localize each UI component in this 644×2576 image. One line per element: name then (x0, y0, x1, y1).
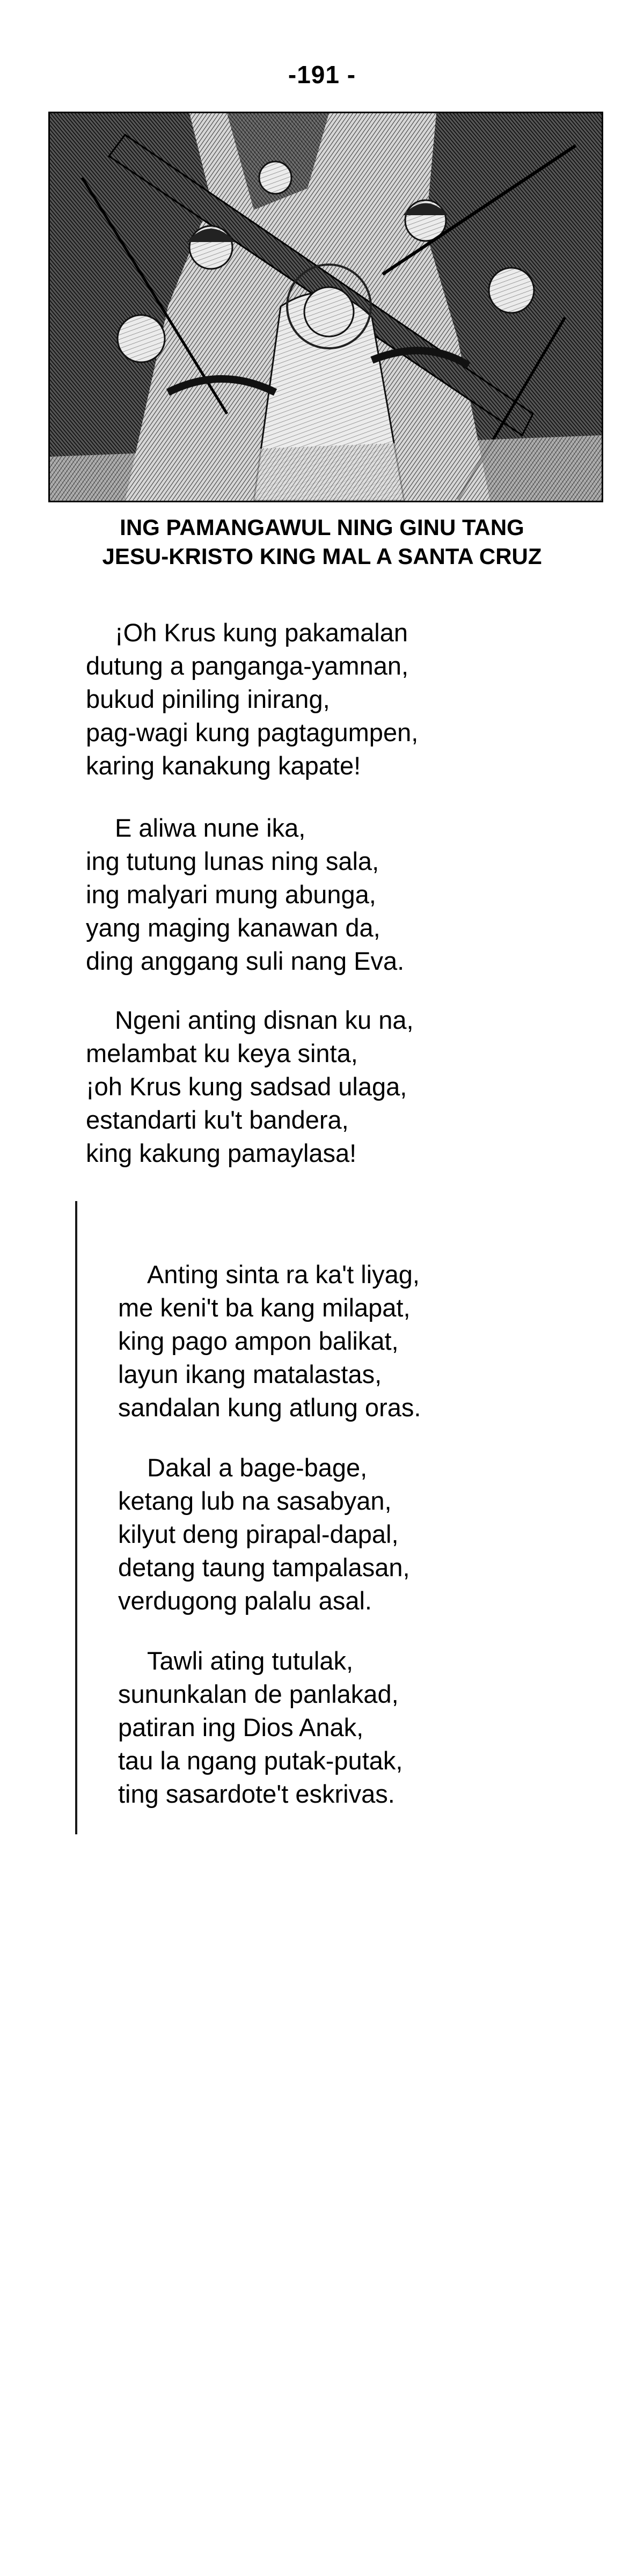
verse-line: ting sasardote't eskrivas. (118, 1780, 395, 1808)
stanza-5 (118, 1451, 410, 1618)
verse-line: ¡oh Krus kung sadsad ulaga, (86, 1072, 407, 1101)
verse-line: estandarti ku't bandera, (86, 1106, 349, 1134)
verse-line: patiran ing Dios Anak, (118, 1713, 364, 1741)
page-number: -191 - (288, 61, 356, 89)
verse-line: verdugong palalu asal. (118, 1586, 372, 1615)
verse-line: yang maging kanawan da, (86, 913, 380, 942)
verse-line: E aliwa nune ika, (115, 814, 306, 842)
verse-line: king kakung pamaylasa! (86, 1139, 357, 1167)
title-line-2: JESU-KRISTO KING MAL A SANTA CRUZ (102, 544, 542, 569)
verse-line: melambat ku keya sinta, (86, 1039, 358, 1067)
verse-line: Tawli ating tutulak, (147, 1646, 354, 1675)
stanza-3 (86, 1004, 414, 1170)
verse-line: ding anggang suli nang Eva. (86, 947, 405, 975)
verse-line: detang taung tampalasan, (118, 1553, 410, 1582)
poem-title (0, 513, 644, 571)
verse-line: sununkalan de panlakad, (118, 1680, 399, 1708)
verse-line: tau la ngang putak-putak, (118, 1746, 403, 1775)
stanza-4 (118, 1258, 421, 1424)
verse-line: Anting sinta ra ka't liyag, (147, 1260, 420, 1289)
stanza-6 (118, 1644, 402, 1811)
verse-line: bukud piniling inirang, (86, 685, 330, 713)
engraving-illustration (48, 112, 603, 502)
verse-line: ing malyari mung abunga, (86, 880, 376, 909)
margin-rule (75, 1201, 77, 1834)
stanza-1 (86, 616, 418, 782)
title-line-1: ING PAMANGAWUL NING GINU TANG (120, 515, 524, 540)
verse-line: dutung a panganga-yamnan, (86, 652, 409, 680)
verse-line: layun ikang matalastas, (118, 1360, 382, 1388)
verse-line: ing tutung lunas ning sala, (86, 847, 379, 875)
verse-line: king pago ampon balikat, (118, 1327, 399, 1355)
verse-line: Ngeni anting disnan ku na, (115, 1006, 414, 1034)
verse-line: pag-wagi kung pagtagumpen, (86, 718, 419, 747)
verse-line: karing kanakung kapate! (86, 751, 361, 780)
stanza-2 (86, 811, 404, 978)
verse-line: ¡Oh Krus kung pakamalan (115, 618, 408, 647)
verse-line: kilyut deng pirapal-dapal, (118, 1520, 399, 1548)
engraving-art (50, 113, 602, 501)
verse-line: Dakal a bage-bage, (147, 1453, 368, 1482)
verse-line: me keni't ba kang milapat, (118, 1293, 411, 1322)
verse-line: sandalan kung atlung oras. (118, 1393, 421, 1422)
verse-line: ketang lub na sasabyan, (118, 1487, 392, 1515)
